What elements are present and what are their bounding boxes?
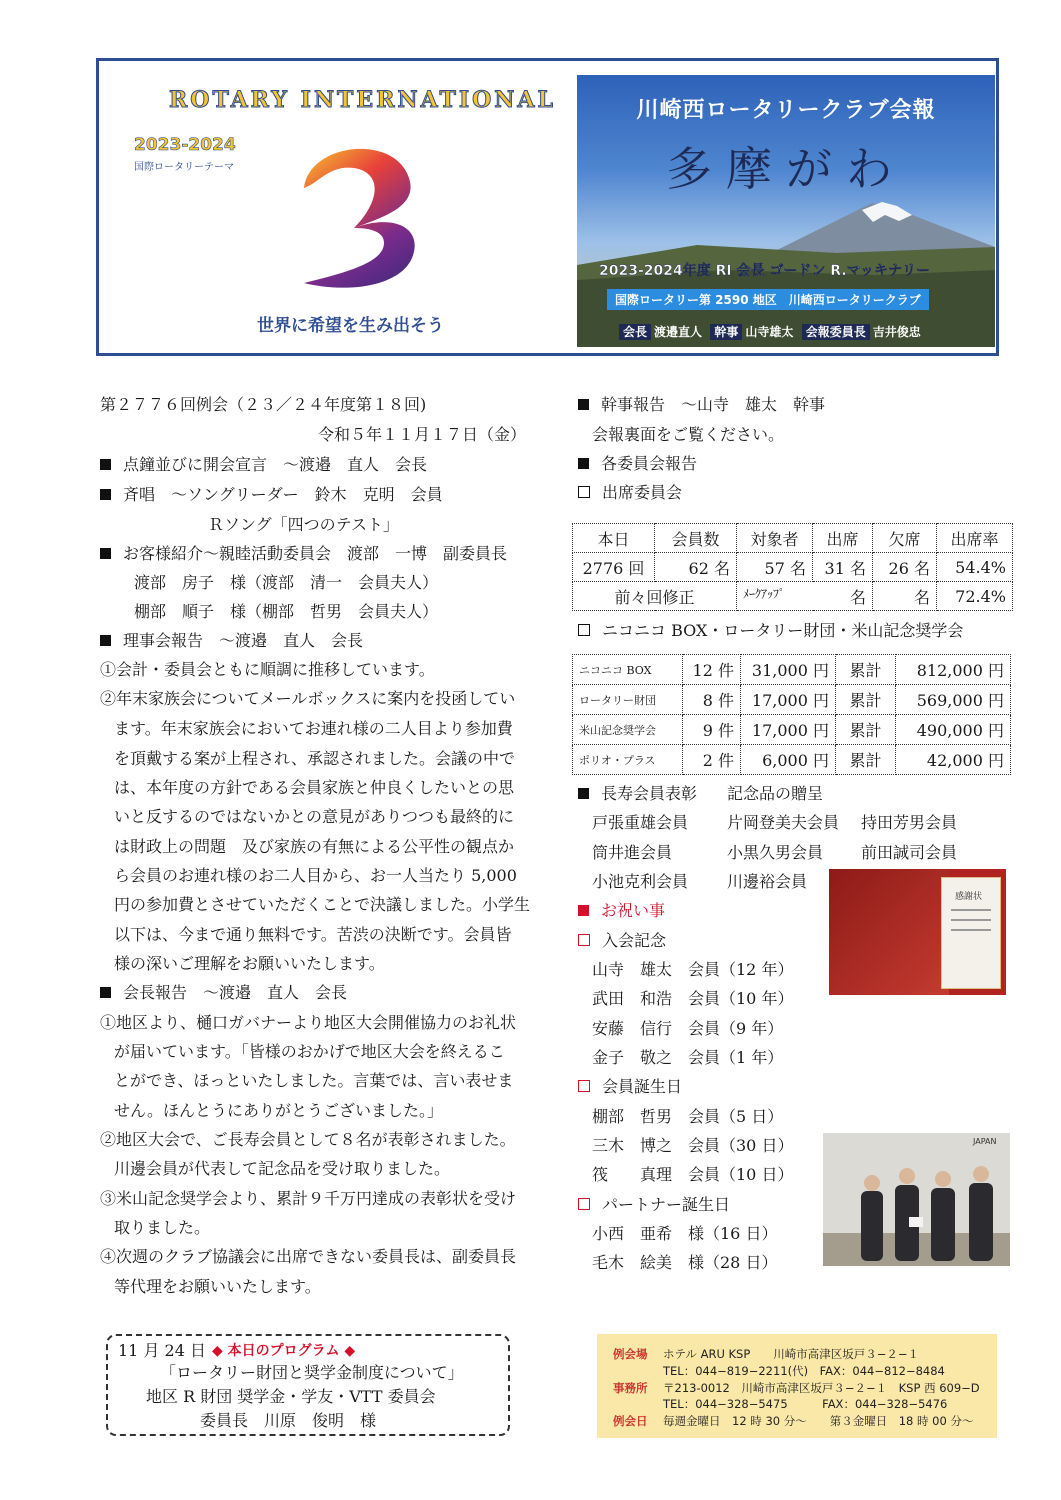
header-banner xyxy=(577,75,995,347)
donation-table xyxy=(572,654,1011,775)
longevity-member: 小黒久男会員 xyxy=(727,843,824,862)
table-cell: 名 xyxy=(873,582,937,611)
birthday-member: 棚部 哲男 会員（5 日） xyxy=(592,1107,784,1126)
table-cell: 54.4% xyxy=(937,553,1013,582)
table-row xyxy=(573,715,1011,745)
secretary-report-text: 会報裏面をご覧ください。 xyxy=(592,425,785,444)
partner-birthday-heading: パートナー誕生日 xyxy=(578,1190,730,1220)
section-heading: 斉唱 ～ソングリーダー 鈴木 克明 会員 xyxy=(100,480,443,510)
makeup-unit: 名 xyxy=(849,587,866,607)
club-newsletter-title: 川崎西ロータリークラブ会報 xyxy=(636,98,936,123)
venue-label: 例会場 xyxy=(613,1347,648,1361)
committee-report-heading: 各委員会報告 xyxy=(578,449,697,479)
table-header: 会員数 xyxy=(655,524,737,553)
body-text: ②地区大会で、ご長寿会員として８名が表彰されました。 xyxy=(100,1130,516,1149)
table-cell: 12 件 xyxy=(683,655,741,685)
longevity-gift: 記念品の贈呈 xyxy=(727,784,824,803)
club-info-box xyxy=(597,1334,997,1438)
ri-theme-logo xyxy=(284,133,434,293)
table-cell xyxy=(737,582,873,611)
table-header: 対象者 xyxy=(737,524,813,553)
program-label-text: 本日のプログラム xyxy=(227,1343,340,1359)
ri-slogan: 世界に希望を生み出そう xyxy=(257,316,444,336)
joining-member: 金子 敬之 会員（1 年） xyxy=(592,1048,784,1067)
body-text: ②年末家族会についてメールボックスに案内を投函してい xyxy=(100,689,516,708)
body-text: 川邊会員が代表して記念品を受け取りました。 xyxy=(114,1159,451,1178)
group-photo-figures xyxy=(823,1133,1010,1266)
members-group-photo xyxy=(823,1133,1010,1266)
longevity-member: 川邊裕会員 xyxy=(727,872,808,891)
partner-birthday: 小西 亜希 様（16 日） xyxy=(592,1224,778,1243)
longevity-heading: 長寿会員表彰 xyxy=(578,779,697,809)
todays-program-box xyxy=(106,1334,510,1436)
newsletter-name: 多摩がわ xyxy=(666,142,906,196)
guest-line: 渡部 房子 様（渡部 清一 会員夫人） xyxy=(134,573,439,592)
table-row xyxy=(573,553,1013,582)
banner-text: JAPAN xyxy=(973,1137,997,1146)
table-cell: 42,000 円 xyxy=(896,745,1011,775)
joining-member: 山寺 雄太 会員（12 年） xyxy=(592,960,794,979)
song-title: Ｒソング「四つのテスト」 xyxy=(208,515,400,534)
body-text: いと反するのではないかとの意見がありつつも最終的に xyxy=(114,807,515,826)
table-cell: 72.4% xyxy=(937,582,1013,611)
table-header: 本日 xyxy=(573,524,655,553)
longevity-member: 持田芳男会員 xyxy=(861,813,958,832)
secretary-report-heading: 幹事報告 ～山寺 雄太 幹事 xyxy=(578,390,825,420)
newsletter-header xyxy=(96,58,999,356)
certificate-photo xyxy=(829,869,1006,995)
meeting-day-label: 例会日 xyxy=(613,1414,648,1428)
program-label: ◆ 本日のプログラム ◆ xyxy=(212,1343,356,1359)
section-heading: 点鐘並びに開会宣言 ～渡邉 直人 会長 xyxy=(100,450,427,480)
birthday-member: 筏 真理 会員（10 日） xyxy=(592,1165,794,1184)
table-row xyxy=(573,582,1013,611)
attendance-heading: 出席委員会 xyxy=(578,478,682,508)
longevity-member: 戸張重雄会員 xyxy=(592,813,689,832)
table-cell: 812,000 円 xyxy=(896,655,1011,685)
body-text: ①地区より、樋口ガバナーより地区大会開催協力のお礼状 xyxy=(100,1013,517,1032)
joining-heading: 入会記念 xyxy=(578,926,666,956)
body-text: 以下は、今まで通り無料です。苦渋の決断です。会員皆 xyxy=(114,925,512,944)
table-cell: 前々回修正 xyxy=(573,582,737,611)
body-text: ます。年末家族会においてお連れ様の二人目より参加費 xyxy=(114,719,513,738)
table-cell: ニコニコ BOX xyxy=(573,655,683,685)
body-text: を頂戴する案が上程され、承認されました。会議の中で xyxy=(114,749,515,768)
table-cell: 17,000 円 xyxy=(741,685,836,715)
joining-member: 武田 和浩 会員（10 年） xyxy=(592,989,794,1008)
table-cell: 31,000 円 xyxy=(741,655,836,685)
body-text: が届いています。「皆様のおかげで地区大会を終えるこ xyxy=(114,1042,505,1061)
certificate-text: 感謝状 xyxy=(955,892,983,902)
officer-tag: 会長 xyxy=(619,324,651,340)
table-cell: 8 件 xyxy=(683,685,741,715)
meeting-date: 令和５年１１月１７日（金） xyxy=(318,425,527,444)
office-tel: TEL：044−328−5475 FAX：044−328−5476 xyxy=(663,1397,948,1411)
table-cell: ポリオ・プラス xyxy=(573,745,683,775)
table-cell: 31 名 xyxy=(813,553,873,582)
section-heading: 会長報告 ～渡邉 直人 会長 xyxy=(100,978,347,1008)
celebration-heading: お祝い事 xyxy=(578,896,665,926)
body-text: ④次週のクラブ協議会に出席できない委員長は、副委員長 xyxy=(100,1247,517,1266)
section-heading: お客様紹介～親睦活動委員会 渡部 一博 副委員長 xyxy=(100,539,507,569)
office-label: 事務所 xyxy=(613,1381,648,1395)
table-cell: 累計 xyxy=(836,715,896,745)
table-cell: 490,000 円 xyxy=(896,715,1011,745)
program-date: 11 月 24 日 xyxy=(118,1341,206,1360)
body-text: 様の深いご理解をお願いいたします。 xyxy=(114,954,385,973)
venue: ホテル ARU KSP 川崎市高津区坂戸３−２−１ xyxy=(663,1347,920,1361)
table-header: 欠席 xyxy=(873,524,937,553)
longevity-member: 小池克利会員 xyxy=(592,872,689,891)
table-cell: 6,000 円 xyxy=(741,745,836,775)
table-cell: 62 名 xyxy=(655,553,737,582)
longevity-member: 片岡登美夫会員 xyxy=(727,813,840,832)
table-row xyxy=(573,655,1011,685)
table-row xyxy=(573,745,1011,775)
table-row xyxy=(573,685,1011,715)
body-text: 円の参加費とさせていただくことで決議しました。小学生 xyxy=(114,895,531,914)
office: 〒213-0012 川崎市高津区坂戸３−２−１ KSP 西 609−D xyxy=(663,1381,980,1395)
program-title: 「ロータリー財団と奨学金制度について」 xyxy=(160,1363,464,1382)
district-line: 国際ロータリー第 2590 地区 川崎西ロータリークラブ xyxy=(607,289,929,310)
table-cell: 17,000 円 xyxy=(741,715,836,745)
table-cell: 累計 xyxy=(836,685,896,715)
joining-member: 安藤 信行 会員（9 年） xyxy=(592,1019,784,1038)
longevity-member: 前田誠司会員 xyxy=(861,843,958,862)
body-text: は、本年度の方針である会員家族と仲良くしたいとの思 xyxy=(114,778,515,797)
table-cell: 26 名 xyxy=(873,553,937,582)
officer-name: 吉井俊忠 xyxy=(872,325,921,339)
program-speaker-org: 地区 R 財団 奨学金・学友・VTT 委員会 xyxy=(146,1387,436,1406)
ri-title: ROTARY INTERNATIONAL xyxy=(169,87,556,113)
officer-name: 山寺雄太 xyxy=(745,325,794,339)
meeting-number: 第２７７６回例会（２３／２４年度第１８回) xyxy=(100,395,427,414)
table-cell: 累計 xyxy=(836,745,896,775)
ri-year: 2023-2024 xyxy=(134,135,236,155)
table-cell: 2776 回 xyxy=(573,553,655,582)
body-text: とができ、ほっといたしました。言葉では、言い表せま xyxy=(114,1071,514,1090)
ri-theme-label: 国際ロータリーテーマ xyxy=(134,162,234,173)
longevity-member: 筒井進会員 xyxy=(592,843,673,862)
officer-name: 渡邉直人 xyxy=(654,325,703,339)
makeup-label: ﾒｰｸｱｯﾌﾟ xyxy=(743,586,786,601)
ri-president-line: 2023-2024年度 RI 会長 ゴードン R.マッキナリー xyxy=(599,263,931,279)
attendance-table xyxy=(572,523,1013,611)
table-header: 出席率 xyxy=(937,524,1013,553)
body-text: せん。ほんとうにありがとうございました。」 xyxy=(114,1101,443,1120)
table-cell: 9 件 xyxy=(683,715,741,745)
table-header: 出席 xyxy=(813,524,873,553)
birthday-heading: 会員誕生日 xyxy=(578,1072,682,1102)
table-cell: 累計 xyxy=(836,655,896,685)
body-text: は財政上の問題 及び家族の有無による公平性の観点か xyxy=(114,837,515,856)
body-text: ら会員のお連れ様のお二人目から、お一人当たり 5,000 xyxy=(114,866,517,885)
table-row xyxy=(573,524,1013,553)
body-text: 取りました。 xyxy=(114,1218,211,1237)
box-heading: ニコニコ BOX・ロータリー財団・米山記念奨学会 xyxy=(578,616,963,646)
body-text: ①会計・委員会ともに順調に推移しています。 xyxy=(100,660,435,679)
partner-birthday: 毛木 絵美 様（28 日） xyxy=(592,1253,778,1272)
officers-line xyxy=(619,323,921,340)
birthday-member: 三木 博之 会員（30 日） xyxy=(592,1136,794,1155)
officer-tag: 会報委員長 xyxy=(802,324,870,340)
officer-tag: 幹事 xyxy=(710,324,742,340)
table-cell: 米山記念奨学会 xyxy=(573,715,683,745)
program-speaker: 委員長 川原 俊明 様 xyxy=(200,1411,377,1430)
meeting-day: 毎週金曜日 12 時 30 分〜 第３金曜日 18 時 00 分〜 xyxy=(663,1414,974,1428)
body-text: ③米山記念奨学会より、累計９千万円達成の表彰状を受け xyxy=(100,1189,517,1208)
table-cell: ロータリー財団 xyxy=(573,685,683,715)
venue-tel: TEL：044−819−2211(代) FAX：044−812−8484 xyxy=(663,1364,945,1378)
table-cell: 2 件 xyxy=(683,745,741,775)
table-cell: 569,000 円 xyxy=(896,685,1011,715)
guest-line: 棚部 順子 様（棚部 哲男 会員夫人） xyxy=(134,602,439,621)
table-cell: 57 名 xyxy=(737,553,813,582)
section-heading: 理事会報告 ～渡邉 直人 会長 xyxy=(100,626,363,656)
body-text: 等代理をお願いいたします。 xyxy=(114,1277,321,1296)
